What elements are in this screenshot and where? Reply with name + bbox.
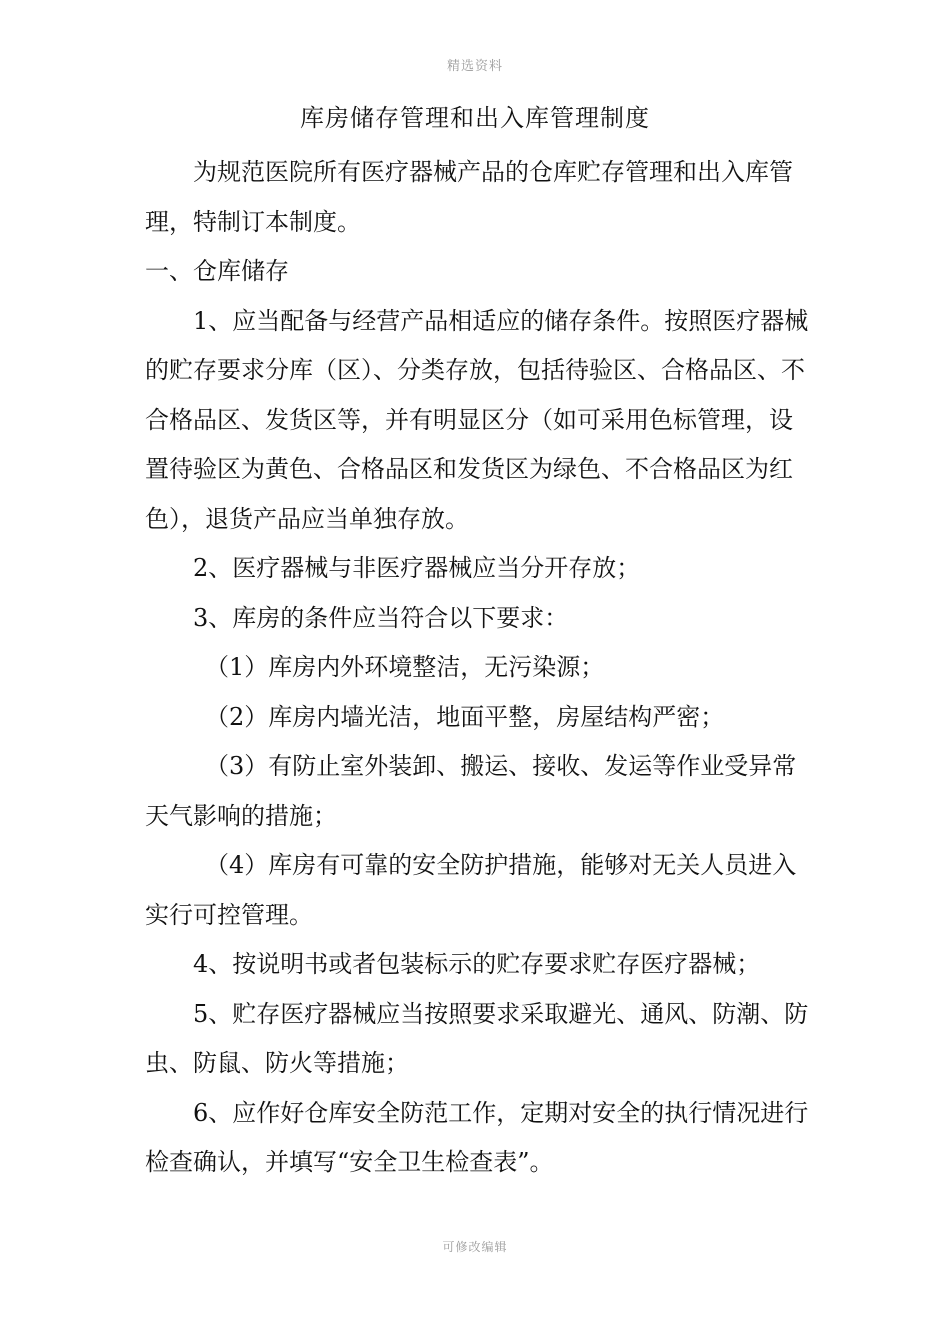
document-title: 库房储存管理和出入库管理制度: [300, 104, 650, 132]
paragraph-subitem-4: （4）库房有可靠的安全防护措施，能够对无关人员进入实行可控管理。: [145, 851, 797, 929]
paragraph-subitem-3: （3）有防止室外装卸、搬运、接收、发运等作业受异常天气影响的措施；: [145, 752, 797, 830]
paragraph-item-4: 4、按说明书或者包装标示的贮存要求贮存医疗器械；: [193, 950, 761, 978]
paragraph-subitem-1: （1）库房内外环境整洁，无污染源；: [205, 653, 605, 681]
paragraph-item-6: 6、应作好仓库安全防范工作，定期对安全的执行情况进行检查确认，并填写“安全卫生检查表”。: [145, 1098, 809, 1176]
page-header: 精选资料: [446, 59, 503, 74]
page-footer: 可修改编辑: [442, 1240, 508, 1254]
document-body: [145, 148, 810, 1188]
paragraph-intro: 为规范医院所有医疗器械产品的仓库贮存管理和出入库管理，特制订本制度。: [145, 158, 793, 236]
paragraph-item-3: 3、库房的条件应当符合以下要求：: [193, 603, 569, 632]
paragraph-subitem-2: （2）库房内墙光洁，地面平整，房屋结构严密；: [205, 702, 725, 731]
paragraph-item-2: 2、医疗器械与非医疗器械应当分开存放；: [193, 554, 641, 582]
paragraph-item-1: 1、应当配备与经营产品相适应的储存条件。按照医疗器械的贮存要求分库（区）、分类存放，包括待验区、合格品区、不合格品区、发货区等，并有明显区分（如可采用色标管理，设置待验区为黄色、合格品区和发货区为绿色、不合格品区为红色），退货产品应当单独存放。: [145, 306, 809, 533]
section-heading: 一、仓库储存: [145, 257, 289, 285]
paragraph-item-5: 5、贮存医疗器械应当按照要求采取避光、通风、防潮、防虫、防鼠、防火等措施；: [145, 999, 809, 1077]
